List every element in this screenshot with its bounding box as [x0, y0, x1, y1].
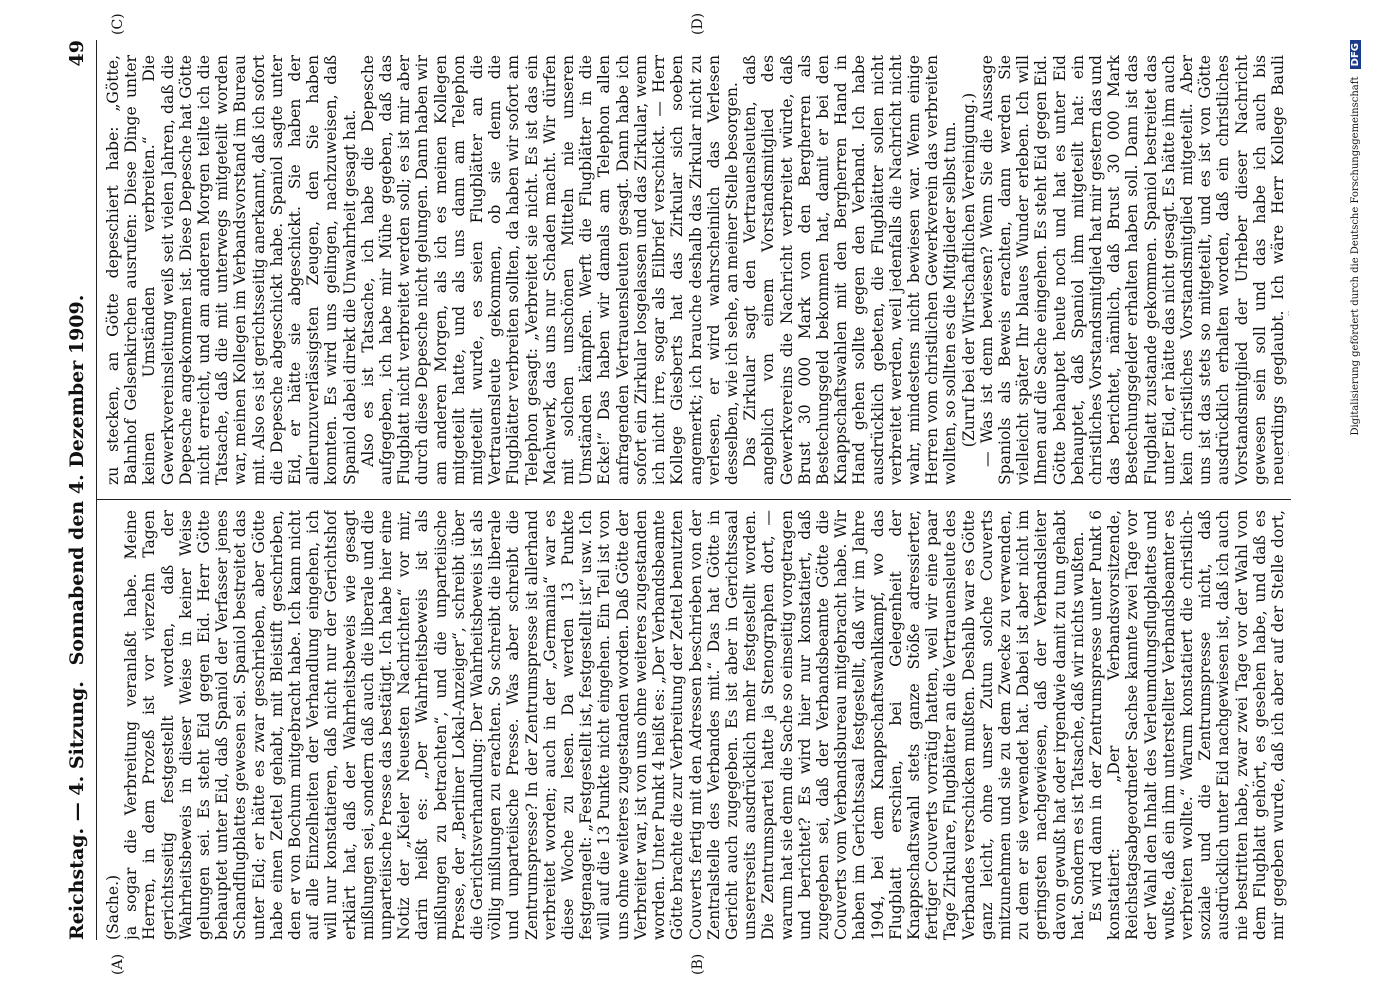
- margin-mark-b: (B): [690, 953, 706, 975]
- dfg-logo: DFG: [1350, 40, 1361, 69]
- running-head-date: Sonnabend den 4. Dezember 1909.: [66, 294, 88, 666]
- paragraph: Das Zirkular sagt den Vertrauensleuten, daß angeblich von einem Vorstandsmitglied des Gewerkvereins die Nachricht verbreitet würde, daß Brust 30 000 Mark von den Bergherren als Bestechungsgeld bekommen hat, damit er bei den Knappschaftswahlen mit den Bergherren Hand in Hand gehen sollte gegen den Verband. Ich habe ausdrücklich gebeten, die Flugblätter sollen nicht verbreitet werden, weil jedenfalls die Nachricht nicht wahr, mindestens nicht bewiesen war. Wenn einige Herren vom christlichen Gewerkverein das verbreiten wollten, so sollten es die Mitglieder selbst tun.: [741, 55, 960, 485]
- running-head-left: Reichstag. — 4. Sitzung.: [66, 681, 88, 940]
- speaker-note: (Sache.): [104, 874, 122, 940]
- paragraph: Also es ist Tatsache, ich habe die Depesche aufgegeben, ich habe mir Mühe gegeben, daß das Flugblatt nicht verbreitet werden soll; es ist mir aber durch diese Depesche nicht gelungen. Dann haben wir am anderen Morgen, als ich es meinen Kollegen mitgeteilt hatte, und als uns dann am Telephon mitgeteilt wurde, es seien Flugblätter an die Vertrauensleute gekommen, ob sie denn die Flugblätter verbreiten sollten, da haben wir sofort am Telephon gesagt: „Verbreitet sie nicht. Es ist das ein Machwerk, das uns nur Schaden macht. Wir dürfen mit solchen unschönen Mitteln nie unseren Umständen kämpfen. Werft die Flugblätter in die Ecke!“ Das haben wir damals am Telephon allen anfragenden Vertrauensleuten gesagt. Dann habe ich sofort ein Zirkular losgelassen und das Zirkular, wenn ich nicht irre, sogar als Eilbrief verschickt. — Herr Kollege Giesberts hat das Zirkular sich soeben angemerkt; ich brauche deshalb das Zirkular nicht zu verlesen, er wird wahrscheinlich das Verlesen desselben, wie ich sehe, an meiner Stelle besorgen.: [358, 55, 741, 485]
- column-divider: [96, 499, 1291, 500]
- digitization-footer: [1350, 40, 1361, 940]
- paragraph: zu stecken, an Götte depeschiert habe: „Götte, Bahnhof Gelsenkirchen ausrufen: Diese Dinge unter keinen Umständen verbreiten.“ Die Gewerkvereinsleitung weiß seit vielen Jahren, daß die Depesche angekommen ist. Diese Depesche hat Götte nicht erreicht, und am anderen Morgen teilte ich die Tatsache, daß die mit unterwegs mitgeteilt worden war, meinen Kollegen im Verbandsvorstand im Bureau mit. Also es ist gerichtsseitig anerkannt, daß ich sofort die Depesche abgeschickt habe. Spaniol sagte unter Eid, er hätte sie abgeschickt. Sie haben der allerunzuverlässigsten Zeugen, den Sie haben konnten. Es wird uns gelingen, nachzuweisen, daß Spaniol dabei direkt die Unwahrheit gesagt hat.: [104, 55, 359, 485]
- margin-mark-a: (A): [110, 953, 126, 975]
- footer-text: Digitalisierung gefördert durch die Deutsche Forschungsgemeinschaft: [1350, 76, 1361, 436]
- margin-mark-c: (C): [110, 13, 126, 35]
- paragraph: Es wird dann in der Zentrumspresse unter Punkt 6 konstatiert: „Der Verbandsvorsitzende, Reichstagsabgeordneter Sachse kannte zwei Tage vor der Wahl den Inhalt des Verleumdungsflugblattes und wußte, daß ein ihm unterstellter Verbandsbeamter es verbreiten wollte.“ Warum konstatiert die christlich-soziale und die Zentrumspresse nicht, daß ausdrücklich unter Eid nachgewiesen ist, daß ich auch nie bestritten habe, zwar zwei Tage vor der Wahl von dem Flugblatt gehört, es gesehen habe, und daß es mir gegeben wurde, daß ich aber auf der Stelle dort,: [1086, 510, 1287, 940]
- margin-mark-d: (D): [690, 12, 706, 35]
- paragraph: — Was ist denn bewiesen? Wenn Sie die Aussage Spaniols als Beweis erachten, dann werden Sie vielleicht später Ihr blaues Wunder erleben. Ich will Ihnen auf die Sache eingehen. Es steht Eid gegen Eid. Götte behauptet heute noch und hat es unter Eid behauptet, daß Spaniol ihm mitgeteilt hat: ein christliches Vorstandsmitglied hat mir gestern das und das berichtet, nämlich, daß Brust 30 000 Mark Bestechungsgelder erhalten haben soll. Dann ist das Flugblatt zustande gekommen. Spaniol bestreitet das unter Eid, er hätte das nicht gesagt. Es hätte ihm auch kein christliches Vorstandsmitglied mitgeteilt. Aber uns ist das stets so mitgeteilt, und es ist von Götte ausdrücklich erhalten worden, daß ein christliches Vorstandsmitglied der Urheber dieser Nachricht gewesen sein soll und das habe ich auch bis neuerdings geglaubt. Ich wäre Herr Kollege Bauli: [977, 55, 1287, 485]
- right-column: [104, 55, 1289, 485]
- paragraph: ja sogar die Verbreitung veranlaßt habe. Meine Herren, in dem Prozeß ist vor vierzehn Tagen gerichtsseitig festgestellt worden, daß der Wahrheitsbeweis in dieser Weise in keiner Weise gelungen sei. Es steht Eid gegen Eid. Herr Götte behauptet unter Eid, daß Spaniol der Verfasser jenes Schandflugblattes gewesen sei. Spaniol bestreitet das unter Eid; er hätte es zwar geschrieben, aber Götte habe einen Zettel gehabt, mit Bleistift geschrieben, den er von Bochum mitgebracht habe. Ich kann nicht auf alle Einzelheiten der Verhandlung eingehen, ich will nur konstatieren, daß nicht nur der Gerichtshof erklärt hat, daß der Wahrheitsbeweis wie gesagt mißlungen sei, sondern daß auch die liberale und die unparteiische Presse das bestätigt. Ich habe hier eine Notiz der „Kieler Neuesten Nachrichten“ vor mir, darin heißt es: „Der Wahrheitsbeweis ist als mißlungen zu betrachten“, und die unparteiische Presse, der „Berliner Lokal-Anzeiger“, schreibt über die Gerichtsverhandlung: Der Wahrheitsbeweis ist als völlig mißlungen zu erachten. So schreibt die liberale und unparteiische Presse. Was aber schreibt die Zentrumspresse? In der Zentrumspresse ist allerhand verbreitet worden; auch in der „Germania“ war es diese Woche zu lesen. Da werden 13 Punkte festgenagelt: „Festgestellt ist, festgestellt ist“ usw. Ich will auf die 13 Punkte nicht eingehen. Ein Teil ist von uns ohne weiteres zugestanden worden. Daß Götte der Verbreiter war, ist von uns ohne weiteres zugestanden worden. Unter Punkt 4 heißt es: „Der Verbandsbeamte Götte brachte die zur Verbreitung der Zettel benutzten Couverts fertig mit den Adressen beschrieben von der Zentralstelle des Verbandes mit.“ Das hat Götte in Gericht auch zugegeben. Es ist aber in Gerichtssaal unsererseits ausdrücklich mehr festgestellt worden. Die Zentrumspartei hatte ja Stenographen dort, — warum hat sie denn die Sache so einseitig vorgetragen und berichtet? Es wird hier nur konstatiert, daß zugegeben sei, daß der Verbandsbeamte Götte die Couverts vom Verbandsbureau mitgebracht habe. Wir haben im Gerichtssaal festgestellt, daß wir im Jahre 1904, bei dem Knappschaftswahlkampf, wo das Flugblatt erschien, bei Gelegenheit der Knappschaftswahl stets ganze Stöße adressierter, fertiger Couverts vorrätig hatten, weil wir eine paar Tage Zirkulare, Flugblätter an die Vertrauensleute des Verbandes verschicken mußten. Deshalb war es Götte ganz leicht, ohne unser Zutun solche Couverts mitzunehmen und sie zu dem Zwecke zu verwenden, zu dem er sie verwendet hat. Dabei ist aber nicht im geringsten nachgewiesen, daß der Verbandsleiter davon gewußt hat oder irgendwie damit zu tun gehabt hat. Sondern es ist Tatsache, daß wir nichts wußten.: [122, 510, 1087, 940]
- left-column: [104, 510, 1289, 940]
- page-number: 49: [66, 40, 88, 67]
- header-rule: [96, 40, 97, 940]
- interjection: (Zuruf bei der Wirtschaftlichen Vereinigung.): [959, 92, 978, 448]
